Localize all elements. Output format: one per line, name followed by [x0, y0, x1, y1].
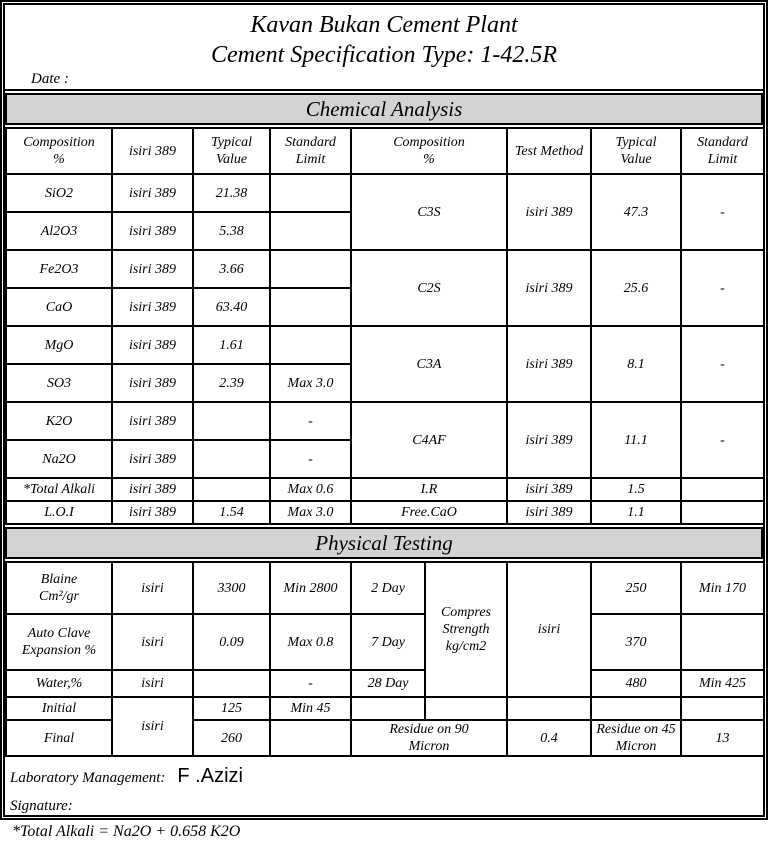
- cell-test-method: isiri 389: [112, 402, 193, 440]
- table-row: [6, 250, 764, 288]
- cell-composition: Free.CaO: [351, 501, 507, 524]
- cell-standard-limit: [270, 212, 351, 250]
- cell-standard-limit: -: [681, 250, 764, 326]
- cell-composition: L.O.I: [6, 501, 112, 524]
- cell-standard-limit: [270, 250, 351, 288]
- cell-age-2day: 2 Day: [351, 562, 425, 614]
- cell-standard-limit: [270, 326, 351, 364]
- cell-test-name: Water,%: [6, 670, 112, 697]
- cell-standard-limit: Min 425: [681, 670, 764, 697]
- table-row: [6, 174, 764, 212]
- cell-typical-value: 250: [591, 562, 681, 614]
- table-row: [6, 128, 764, 174]
- cell-standard-limit: Max 3.0: [270, 501, 351, 524]
- cell-residue-45-label: Residue on 45 Micron: [591, 720, 681, 756]
- signature-label: Signature:: [10, 798, 73, 814]
- header-limit-left: Standard Limit: [270, 128, 351, 174]
- cell-test-method: isiri 389: [112, 501, 193, 524]
- table-row: [6, 614, 764, 670]
- cell-standard-limit: Max 0.8: [270, 614, 351, 670]
- cell-standard-limit: [681, 501, 764, 524]
- cell-test-method: isiri 389: [112, 326, 193, 364]
- cell-standard-limit: -: [270, 670, 351, 697]
- cell-typical-value: 0.09: [193, 614, 270, 670]
- table-row: [6, 697, 764, 720]
- cell-typical-value: [193, 402, 270, 440]
- table-row: [6, 562, 764, 614]
- cell-typical-value: 8.1: [591, 326, 681, 402]
- cell-typical-value: 480: [591, 670, 681, 697]
- cell-typical-value: 1.1: [591, 501, 681, 524]
- section-header-chemical: Chemical Analysis: [5, 93, 763, 125]
- cell-typical-value: [193, 440, 270, 478]
- cell-typical-value: 370: [591, 614, 681, 670]
- cell-standard-limit: -: [270, 402, 351, 440]
- cell-test-method: isiri 389: [112, 364, 193, 402]
- cell-composition: CaO: [6, 288, 112, 326]
- header-composition-left: Composition %: [6, 128, 112, 174]
- cell-empty: [591, 697, 681, 720]
- cell-test-method: isiri 389: [112, 288, 193, 326]
- cell-standard-limit: [270, 288, 351, 326]
- cell-test-method: isiri 389: [112, 478, 193, 501]
- cell-standard-limit: Min 2800: [270, 562, 351, 614]
- cell-test-name: Blaine Cm²/gr: [6, 562, 112, 614]
- cell-standard-limit: -: [681, 326, 764, 402]
- cell-test-method: isiri 389: [112, 212, 193, 250]
- cell-standard-limit: [681, 478, 764, 501]
- header-typical-right: Typical Value: [591, 128, 681, 174]
- cell-composition: C3S: [351, 174, 507, 250]
- cell-standard-limit: -: [681, 174, 764, 250]
- header-test-method: Test Method: [507, 128, 591, 174]
- cell-composition: MgO: [6, 326, 112, 364]
- chemical-analysis-table: [5, 127, 765, 525]
- cell-composition: K2O: [6, 402, 112, 440]
- cell-composition: *Total Alkali: [6, 478, 112, 501]
- date-label: Date :: [31, 71, 69, 87]
- cell-composition: Al2O3: [6, 212, 112, 250]
- cell-standard-limit: -: [270, 440, 351, 478]
- cell-standard-limit: Max 0.6: [270, 478, 351, 501]
- cell-typical-value: 25.6: [591, 250, 681, 326]
- footer-area: [5, 757, 763, 817]
- physical-testing-table: [5, 561, 765, 757]
- cell-strength-group: Compres Strength kg/cm2: [425, 562, 507, 697]
- cell-empty: [351, 697, 425, 720]
- cell-test-method: isiri: [112, 697, 193, 756]
- title-area: [5, 5, 763, 91]
- table-row: [6, 326, 764, 364]
- cell-residue-90-label: Residue on 90 Micron: [351, 720, 507, 756]
- header-method-left: isiri 389: [112, 128, 193, 174]
- cell-standard-limit: Min 170: [681, 562, 764, 614]
- table-row: [6, 478, 764, 501]
- cell-test-method: isiri: [112, 562, 193, 614]
- cell-typical-value: 1.61: [193, 326, 270, 364]
- cell-typical-value: 3300: [193, 562, 270, 614]
- cell-typical-value: 1.54: [193, 501, 270, 524]
- cell-typical-value: [193, 478, 270, 501]
- cell-typical-value: 260: [193, 720, 270, 756]
- total-alkali-footnote: *Total Alkali = Na2O + 0.658 K2O: [12, 823, 241, 840]
- cell-test-method: isiri: [112, 670, 193, 697]
- cell-test-method: isiri 389: [507, 478, 591, 501]
- table-row: [6, 501, 764, 524]
- cell-test-method: isiri: [507, 562, 591, 697]
- lab-management-label: Laboratory Management:: [10, 770, 166, 786]
- cell-typical-value: [193, 670, 270, 697]
- cell-standard-limit: Min 45: [270, 697, 351, 720]
- cell-test-method: isiri 389: [112, 250, 193, 288]
- cell-age-7day: 7 Day: [351, 614, 425, 670]
- cell-test-method: isiri 389: [507, 402, 591, 478]
- cell-residue-45-value: 13: [681, 720, 764, 756]
- cell-empty: [507, 697, 591, 720]
- cell-test-method: isiri 389: [507, 250, 591, 326]
- cell-test-name: Initial: [6, 697, 112, 720]
- header-typical-left: Typical Value: [193, 128, 270, 174]
- cell-composition: C2S: [351, 250, 507, 326]
- cell-test-method: isiri 389: [507, 326, 591, 402]
- cell-test-method: isiri 389: [112, 174, 193, 212]
- header-composition-right: Composition %: [351, 128, 507, 174]
- cell-composition: Na2O: [6, 440, 112, 478]
- cell-standard-limit: [681, 614, 764, 670]
- cell-typical-value: 2.39: [193, 364, 270, 402]
- page-title: Kavan Bukan Cement Plant: [250, 12, 518, 38]
- section-header-physical: Physical Testing: [5, 527, 763, 559]
- cell-test-name: Auto Clave Expansion %: [6, 614, 112, 670]
- cell-test-name: Final: [6, 720, 112, 756]
- cell-empty: [681, 697, 764, 720]
- cell-composition: SO3: [6, 364, 112, 402]
- spec-type-subtitle: Cement Specification Type: 1-42.5R: [210, 42, 558, 68]
- cell-typical-value: 125: [193, 697, 270, 720]
- cell-standard-limit: [270, 174, 351, 212]
- cell-typical-value: 5.38: [193, 212, 270, 250]
- cell-typical-value: 11.1: [591, 402, 681, 478]
- header-limit-right: Standard Limit: [681, 128, 764, 174]
- cell-typical-value: 47.3: [591, 174, 681, 250]
- cell-typical-value: 21.38: [193, 174, 270, 212]
- cell-typical-value: 3.66: [193, 250, 270, 288]
- cell-test-method: isiri: [112, 614, 193, 670]
- lab-management-value: F .Azizi: [177, 765, 243, 787]
- cell-composition: I.R: [351, 478, 507, 501]
- cell-composition: C4AF: [351, 402, 507, 478]
- cell-test-method: isiri 389: [112, 440, 193, 478]
- cell-typical-value: 1.5: [591, 478, 681, 501]
- cell-standard-limit: [270, 720, 351, 756]
- cell-age-28day: 28 Day: [351, 670, 425, 697]
- cell-empty: [425, 697, 507, 720]
- cell-test-method: isiri 389: [507, 501, 591, 524]
- cell-composition: Fe2O3: [6, 250, 112, 288]
- table-row: [6, 670, 764, 697]
- cell-composition: C3A: [351, 326, 507, 402]
- cell-typical-value: 63.40: [193, 288, 270, 326]
- cell-test-method: isiri 389: [507, 174, 591, 250]
- cell-standard-limit: -: [681, 402, 764, 478]
- cell-standard-limit: Max 3.0: [270, 364, 351, 402]
- cell-residue-90-value: 0.4: [507, 720, 591, 756]
- table-row: [6, 402, 764, 440]
- cell-composition: SiO2: [6, 174, 112, 212]
